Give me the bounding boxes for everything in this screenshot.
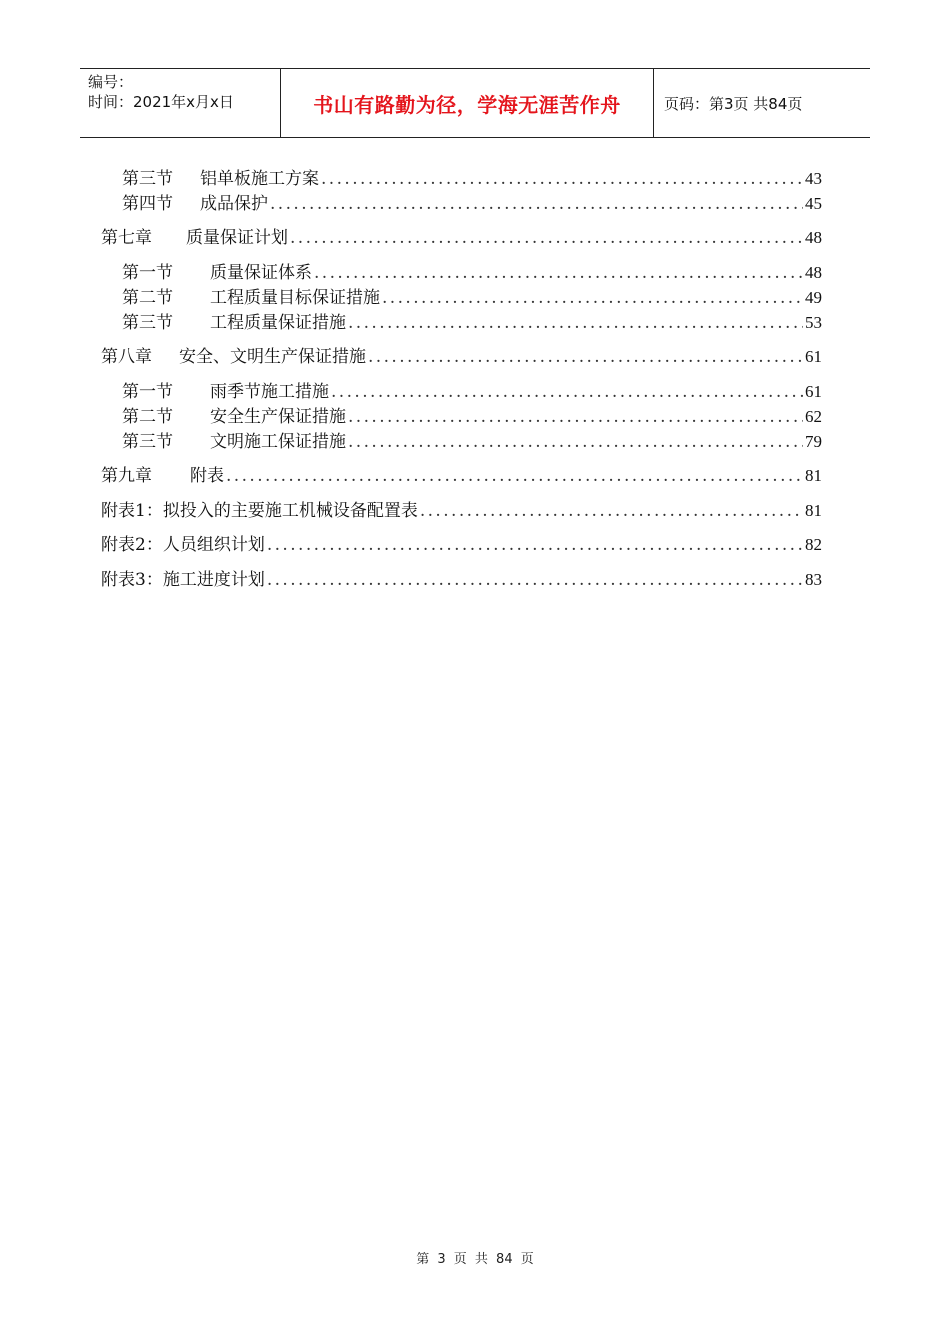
toc-entry-title: 文明施工保证措施	[210, 432, 346, 452]
toc-entry-title: 拟投入的主要施工机械设备配置表	[162, 501, 418, 521]
toc-leader-dots	[226, 465, 803, 487]
toc-entry-page: 49	[805, 288, 822, 307]
toc-entry-label: 附表3：	[101, 570, 163, 590]
toc-entry-page: 45	[805, 194, 822, 213]
toc-leader-dots	[331, 381, 803, 403]
toc-entry-label: 第三节	[122, 432, 173, 452]
toc-entry[interactable]	[122, 193, 822, 215]
toc-entry-title: 雨季节施工措施	[210, 382, 329, 402]
toc-entry-label: 第三节	[122, 313, 173, 333]
toc-entry-title: 工程质量保证措施	[210, 313, 346, 333]
toc-entry-title: 质量保证体系	[210, 263, 312, 283]
toc-leader-dots	[290, 227, 803, 249]
toc-entry-page: 48	[805, 263, 822, 282]
toc-entry-page: 79	[805, 432, 822, 451]
toc-entry-label: 附表2：	[101, 535, 163, 555]
toc-entry-page: 62	[805, 407, 822, 426]
toc-leader-dots	[348, 406, 803, 428]
toc-entry-page: 83	[805, 570, 822, 589]
toc-entry-page: 48	[805, 228, 822, 247]
toc-entry-page: 82	[805, 535, 822, 554]
toc-entry-page: 43	[805, 169, 822, 188]
header-motto: 书山有路勤为径，学海无涯苦作舟	[281, 69, 654, 137]
page-footer: 第 3 页 共 84 页	[416, 1252, 534, 1267]
document-number-label: 编号：	[88, 73, 134, 91]
toc-entry-label: 第四节	[122, 194, 173, 214]
toc-entry-title: 人员组织计划	[162, 535, 265, 555]
toc-entry-page: 81	[805, 466, 822, 485]
toc-entry-label: 附表1：	[101, 501, 163, 521]
toc-leader-dots	[348, 431, 803, 453]
toc-entry-title: 成品保护	[200, 194, 268, 214]
toc-entry[interactable]	[122, 168, 822, 190]
toc-leader-dots	[314, 262, 803, 284]
toc-entry-page: 61	[805, 382, 822, 401]
toc-entry[interactable]	[122, 406, 822, 428]
toc-entry[interactable]	[122, 312, 822, 334]
toc-leader-dots	[420, 500, 803, 522]
toc-leader-dots	[348, 312, 803, 334]
toc-entry-title: 施工进度计划	[162, 570, 265, 590]
toc-entry-label: 第一节	[122, 382, 173, 402]
toc-entry-page: 61	[805, 347, 822, 366]
toc-leader-dots	[267, 534, 803, 556]
toc-leader-dots	[270, 193, 803, 215]
toc-entry[interactable]	[122, 431, 822, 453]
toc-entry-label: 第二节	[122, 407, 173, 427]
toc-entry-label: 第三节	[122, 169, 173, 189]
toc-entry-title: 工程质量目标保证措施	[210, 288, 380, 308]
toc-entry[interactable]	[101, 346, 822, 368]
toc-entry-label: 第九章	[101, 466, 152, 486]
toc-entry-title: 安全、文明生产保证措施	[179, 347, 366, 367]
toc-entry-title: 附表	[190, 466, 224, 486]
toc-entry[interactable]	[101, 534, 822, 556]
toc-entry[interactable]	[101, 465, 822, 487]
toc-entry-title: 质量保证计划	[186, 228, 288, 248]
header-page-info: 页码：第3页 共84页	[664, 94, 803, 113]
toc-entry-page: 53	[805, 313, 822, 332]
toc-entry[interactable]	[101, 227, 822, 249]
header-meta	[80, 69, 281, 137]
toc-entry[interactable]	[122, 262, 822, 284]
toc-entry[interactable]	[101, 500, 822, 522]
toc-entry-label: 第七章	[101, 228, 152, 248]
toc-entry-title: 安全生产保证措施	[210, 407, 346, 427]
toc-leader-dots	[368, 346, 803, 368]
toc-entry-label: 第八章	[101, 347, 152, 367]
toc-entry[interactable]	[101, 569, 822, 591]
document-time-label: 时间：2021年x月x日	[88, 93, 234, 111]
toc-entry[interactable]	[122, 381, 822, 403]
toc-entry[interactable]	[122, 287, 822, 309]
toc-leader-dots	[267, 569, 803, 591]
page-header	[80, 68, 870, 138]
toc-entry-label: 第一节	[122, 263, 173, 283]
toc-leader-dots	[382, 287, 803, 309]
toc-entry-page: 81	[805, 501, 822, 520]
toc-entry-title: 铝单板施工方案	[200, 169, 319, 189]
toc-leader-dots	[321, 168, 803, 190]
toc-entry-label: 第二节	[122, 288, 173, 308]
